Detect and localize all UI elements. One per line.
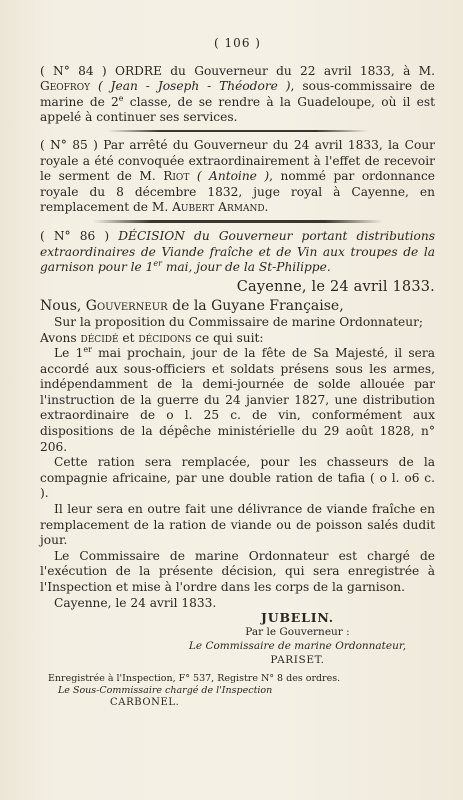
- decree-proposal: Sur la proposition du Commissaire de marine Ordonnateur;: [54, 314, 424, 329]
- decree-p1-start: Le 1: [54, 346, 84, 361]
- decree-paragraph-1: [40, 346, 435, 455]
- separator-rule: [108, 130, 368, 132]
- footer-line-1: Enregistrée à l'Inspection, F° 537, Registre N° 8 des ordres.: [48, 673, 341, 685]
- signature-name-2: PARISET.: [270, 654, 325, 667]
- entry-84-text-1: ORDRE du Gouverneur du 22 avril 1833, à M.: [114, 63, 435, 78]
- decree-opening: [40, 299, 435, 315]
- entry-84-name-detail: ( Jean - Joseph - Théodore ): [97, 79, 291, 94]
- decree-nous-rest: de la Guyane Française,: [172, 298, 344, 315]
- signature-block: [160, 611, 435, 667]
- decree-decide-word: décidé: [80, 330, 119, 345]
- registration-footer: [40, 673, 435, 709]
- entry-86-title-f: aux troupes de la garnison pour le 1: [40, 244, 436, 275]
- decree-decidons-word: décidons: [138, 330, 192, 345]
- signature-name: JUBELIN.: [261, 610, 334, 626]
- decree-nous: Nous,: [40, 298, 82, 315]
- entry-85-text-2: , nommé par ordonnance royale du 8 décembre 1832, juge royal à Cayenne, en remplacement de M.: [40, 169, 435, 215]
- decree-gouverneur: Gouverneur: [85, 298, 168, 315]
- decree-et: et: [122, 330, 135, 345]
- entry-86-number: ( N° 86 ): [40, 228, 110, 243]
- decree-place-date: Cayenne, le 24 avril 1833.: [54, 595, 217, 610]
- decree-avons: Avons: [40, 330, 77, 345]
- entry-86-title-d: et de: [258, 244, 292, 259]
- entry-85-name-detail: ( Antoine ): [196, 169, 270, 184]
- entry-86-title-c: Viande fraîche: [161, 244, 254, 259]
- entry-84-name: Geofroy: [40, 79, 91, 94]
- entry-85-text-1: Par arrêté du Gouverneur du 24 avril 1833, la Cour royale a été convoquée extraordinairement à l'effet de recevoir le serment de M.: [40, 137, 435, 184]
- entry-85-name: Riot: [163, 169, 190, 184]
- entry-84-text-3: classe, de se rendre à la Guadeloupe, où il est appelé à continuer ses services.: [40, 94, 436, 125]
- signature-par: Par le Gouverneur :: [245, 626, 350, 639]
- decree-paragraph-2: Cette ration sera remplacée, pour les chasseurs de la compagnie africaine, par une double ration de tafia ( o l. o6 c. ).: [40, 455, 435, 501]
- decree-p1-rest: mai prochain, jour de la fête de Sa Majesté, il sera accordé aux sous-officiers et soldats présens sous les armes, indépendamment de la demi-journée de solde allouée par l'instruction de la guerre du 24 janvier 1827, une distribution extraordinaire de o l. 25 c. de vin, conformément aux dispositions de la dépêche ministérielle du 29 août 1828, n° 206.: [40, 346, 435, 454]
- footer-line-2: Le Sous-Commissaire chargé de l'Inspection: [58, 685, 273, 697]
- decree-p1-sup: er: [83, 345, 92, 355]
- entry-85-number: ( N° 85 ): [40, 137, 98, 152]
- footer-line-3: CARBONEL.: [110, 697, 180, 709]
- entry-84-sup: e: [118, 93, 124, 103]
- entry-86-title-e: Vin: [296, 244, 318, 259]
- decree-paragraph-4: Le Commissaire de marine Ordonnateur est chargé de l'exécution de la présente décision, qui sera enregistrée à l'Inspection et mise à l'ordre dans les corps de la garnison.: [40, 548, 435, 594]
- entry-85: [40, 138, 435, 216]
- entry-84-number: ( N° 84 ): [40, 63, 107, 78]
- page-number: ( 106 ): [214, 36, 261, 50]
- entry-86-title-sup: er: [153, 259, 162, 269]
- entry-86-title-a: DÉCISION: [118, 228, 185, 243]
- separator-rule-heavy: [93, 220, 383, 223]
- signature-role: Le Commissaire de marine Ordonnateur,: [188, 640, 407, 653]
- decree-ce-qui-suit: ce qui suit:: [195, 330, 264, 345]
- entry-84-text-2: , sous-commissaire de marine de 2: [40, 79, 435, 109]
- entry-86-heading: [40, 229, 435, 276]
- decree-paragraph-3: Il leur sera en outre fait une délivrance de viande fraîche en remplacement de la ration de viande ou de poisson salés dudit jour.: [40, 502, 435, 548]
- entry-85-name-2: Aubert Armand.: [172, 200, 269, 215]
- entry-86-title-b: du Gouverneur portant distributions extraordinaires de: [40, 228, 435, 259]
- entry-86-title-g: mai, jour de la St-Philippe.: [165, 260, 331, 275]
- entry-84: [40, 64, 435, 126]
- decision-date: Cayenne, le 24 avril 1833.: [236, 278, 435, 295]
- decree-decide: [40, 331, 435, 347]
